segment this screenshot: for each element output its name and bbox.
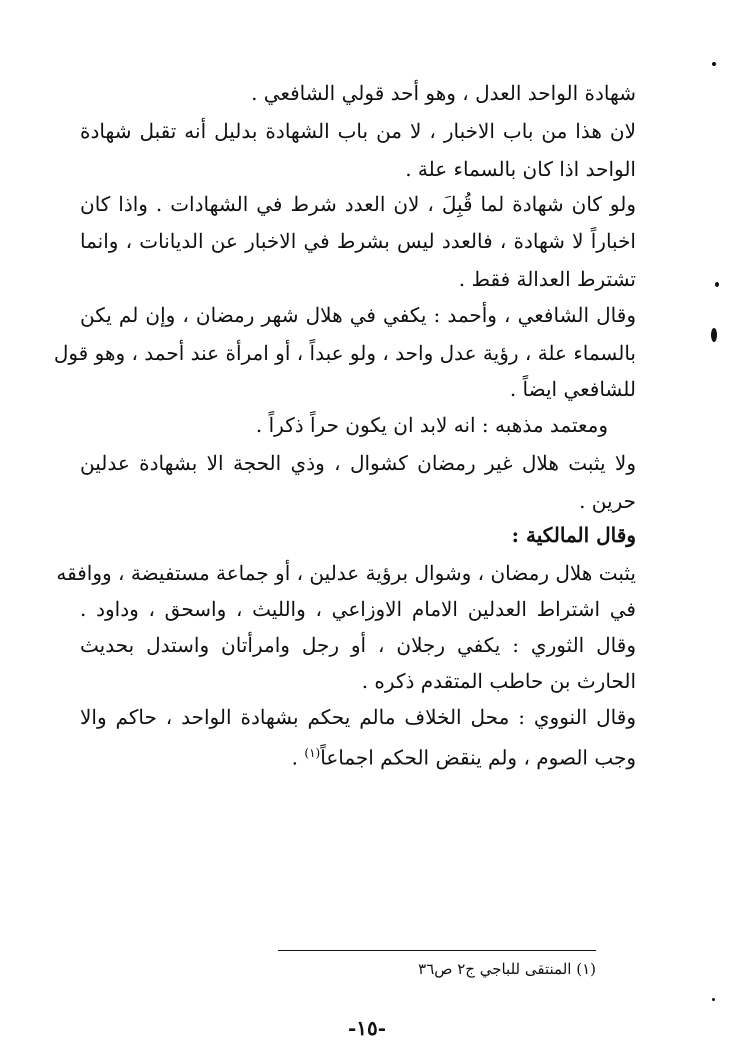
text-line-18: وقال النووي : محل الخلاف مالم يحكم بشهادة الواحد ، حاكم والا <box>80 705 636 729</box>
scan-speck <box>712 62 716 66</box>
text-line-9: للشافعي ايضاً . <box>509 377 636 401</box>
text-line-3: الواحد اذا كان بالسماء علة . <box>405 157 636 181</box>
text-line-19-end: . <box>291 745 305 770</box>
text-line-6: تشترط العدالة فقط . <box>458 267 636 291</box>
text-line-11: ولا يثبت هلال غير رمضان كشوال ، وذي الحجة الا بشهادة عدلين <box>80 451 636 475</box>
footnote: (١) المنتقى للباجي ج٢ ص٣٦ <box>418 960 596 978</box>
text-line-2: لان هذا من باب الاخبار ، لا من باب الشهادة بدليل أنه تقبل شهادة <box>80 119 636 143</box>
text-line-19-body: وجب الصوم ، ولم ينقض الحكم اجماعاً <box>320 745 636 770</box>
text-line-7: وقال الشافعي ، وأحمد : يكفي في هلال شهر رمضان ، وإن لم يكن <box>80 303 636 327</box>
text-line-12: حرين . <box>579 489 636 513</box>
scan-speck <box>715 282 719 287</box>
footnote-divider <box>278 950 596 951</box>
section-heading: وقال المالكية : <box>511 523 636 547</box>
text-line-15: في اشتراط العدلين الامام الاوزاعي ، والليث ، واسحق ، وداود . <box>80 597 636 621</box>
text-line-1: شهادة الواحد العدل ، وهو أحد قولي الشافعي . <box>251 81 636 105</box>
footnote-reference: (١) <box>304 746 321 760</box>
text-line-8: بالسماء علة ، رؤية عدل واحد ، ولو عبداً ، أو امرأة عند أحمد ، وهو قول <box>53 341 636 365</box>
text-line-19 <box>80 736 636 775</box>
text-line-17: الحارث بن حاطب المتقدم ذكره . <box>361 669 636 693</box>
text-line-16: وقال الثوري : يكفي رجلان ، أو رجل وامرأتان واستدل بحديث <box>80 633 636 657</box>
scan-speck <box>712 998 715 1001</box>
text-line-14: يثبت هلال رمضان ، وشوال برؤية عدلين ، أو جماعة مستفيضة ، ووافقه <box>56 561 636 585</box>
text-line-10: ومعتمد مذهبه : انه لابد ان يكون حراً ذكراً . <box>255 413 608 437</box>
text-line-5: اخباراً لا شهادة ، فالعدد ليس بشرط في الاخبار عن الديانات ، وانما <box>80 229 636 253</box>
text-line-4: ولو كان شهادة لما قُبِلَ ، لان العدد شرط في الشهادات . واذا كان <box>80 192 636 216</box>
scan-speck <box>711 328 717 342</box>
page-number: -١٥- <box>347 1016 387 1040</box>
